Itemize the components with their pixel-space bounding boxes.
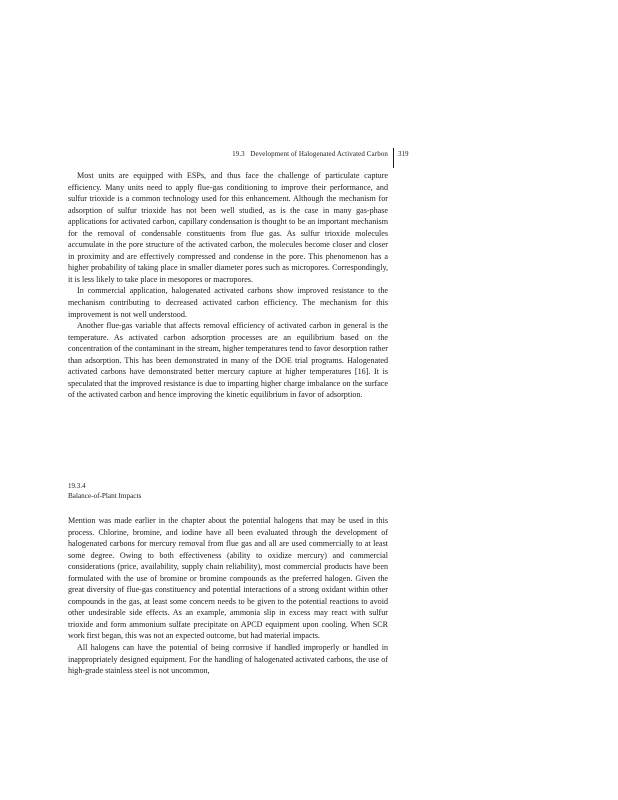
running-head [68, 150, 388, 159]
running-head-rule [393, 148, 394, 168]
body-text-after-section [68, 515, 388, 677]
running-head-title: Development of Halogenated Activated Carbon [250, 150, 388, 158]
paragraph: All halogens can have the potential of being corrosive if handled improperly or handled in inappropriately designed equipment. For the handling of halogenated activated carbons, the use of high-grade stainless steel is not uncommon, [68, 643, 388, 676]
paragraph: In commercial application, halogenated activated carbons show improved resistance to the mechanism contributing to decreased activated carbon efficiency. The mechanism for this improvement is not well understood. [68, 286, 388, 319]
paragraph: Mention was made earlier in the chapter about the potential halogens that may be used in this process. Chlorine, bromine, and iodine have all been evaluated through the development of halogenated carbons for mercury removal from flue gas and all are used commercially to at least some degree. Owing to both effectiveness (ability to oxidize mercury) and commercial considerations (price, availability, supply chain reliability), most commercial products have been formulated with the use of bromine or bromine compounds as the preferred halogen. Given the great diversity of flue-gas constituency and potential interactions of a strong oxidant within other compounds in the gas, at least some concern needs to be given to the potential reactions to avoid other undesirable side effects. As an example, ammonia slip in excess may react with sulfur trioxide and form ammonium sulfate precipitate on APCD equipment upon cooling. When SCR work first began, this was not an expected outcome, but had material impacts. [68, 516, 388, 641]
section-number: 19.3.4 [68, 482, 86, 490]
body-text-before-section [68, 170, 388, 401]
running-head-section: 19.3 [232, 150, 245, 158]
section-title: Balance-of-Plant Impacts [68, 492, 142, 500]
paragraph: Another flue-gas variable that affects removal efficiency of activated carbon in general is the temperature. As activated carbon adsorption processes are an equilibrium based on the concentration of the contaminant in the stream, higher temperatures tend to favor desorption rather than adsorption. This has been demonstrated in many of the DOE trial programs. Halogenated activated carbons have demonstrated better mercury capture at higher temperatures [16]. It is speculated that the improved resistance is due to imparting higher charge imbalance on the surface of the activated carbon and hence improving the kinetic equilibrium in favor of adsorption. [68, 321, 388, 400]
page-number: 319 [398, 150, 409, 158]
paragraph: Most units are equipped with ESPs, and thus face the challenge of particulate capture efficiency. Many units need to apply flue-gas conditioning to improve their performance, and sulfur trioxide is a common technology used for this enhancement. Although the mechanism for adsorption of sulfur trioxide has not been well studied, as is the case in many gas-phase applications for activated carbon, capillary condensation is thought to be an important mechanism for the removal of condensable constituents from flue gas. As sulfur trioxide molecules accumulate in the pore structure of the activated carbon, the molecules become closer and closer in proximity and are effectively compressed and condense in the pore. This phenomenon has a higher probability of taking place in smaller diameter pores such as micropores. Correspondingly, it is less likely to take place in mesopores or macropores. [68, 171, 388, 284]
